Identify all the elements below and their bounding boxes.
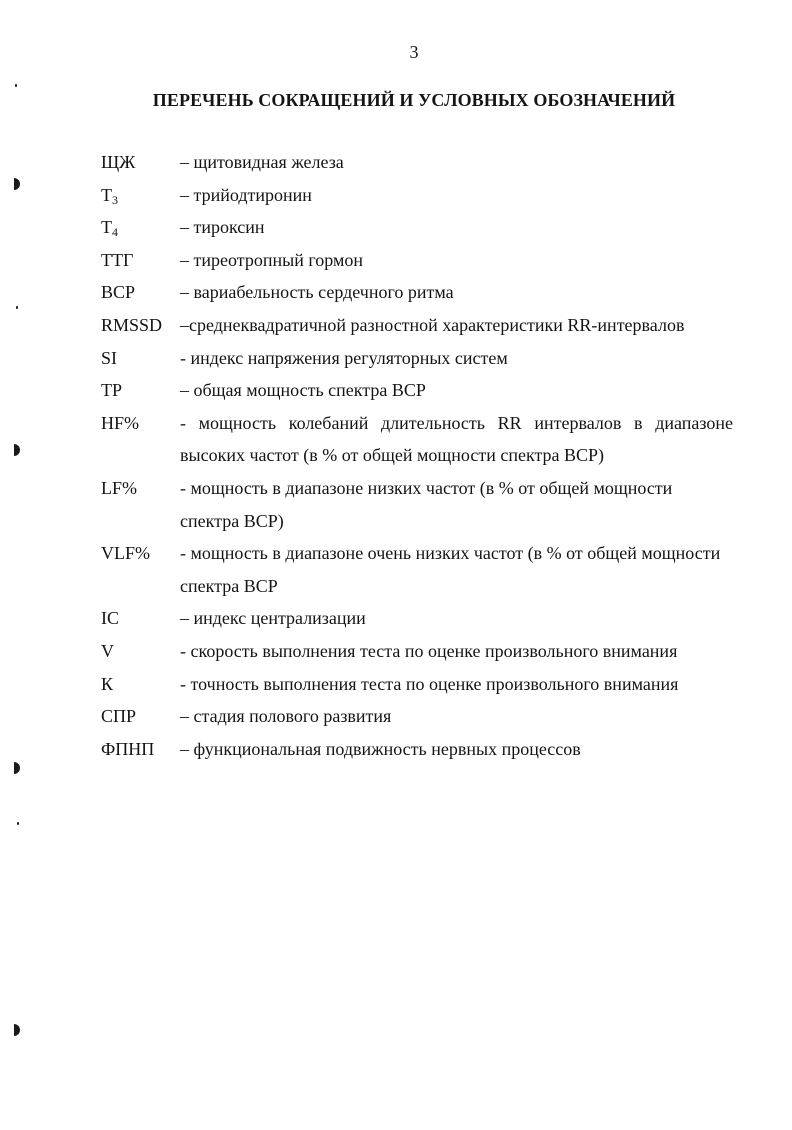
binding-hole-mark xyxy=(14,1024,20,1036)
abbreviation-term: SI xyxy=(101,347,118,368)
abbreviation-row xyxy=(101,537,733,602)
abbreviation-row xyxy=(101,635,733,668)
abbreviation-definition: – индекс централизации xyxy=(180,608,366,629)
abbreviation-term: IC xyxy=(101,608,119,629)
abbreviation-term-base: T xyxy=(101,184,112,205)
abbreviation-row xyxy=(101,309,733,342)
abbreviation-row xyxy=(101,700,733,733)
scan-speck xyxy=(16,306,18,309)
abbreviation-row xyxy=(101,733,733,766)
abbreviation-row xyxy=(101,407,733,472)
abbreviation-row xyxy=(101,276,733,309)
abbreviation-term-base: T xyxy=(101,217,112,238)
abbreviation-definition: – тироксин xyxy=(180,217,265,238)
abbreviation-list xyxy=(101,146,733,765)
binding-hole-mark xyxy=(14,762,20,774)
abbreviation-row xyxy=(101,146,733,179)
abbreviation-definition: – щитовидная железа xyxy=(180,152,344,172)
abbreviation-term: СПР xyxy=(101,706,137,727)
abbreviation-term-subscript: 4 xyxy=(112,225,118,240)
abbreviation-row xyxy=(101,602,733,635)
abbreviation-definition: – вариабельность сердечного ритма xyxy=(180,282,454,303)
binding-hole-mark xyxy=(14,178,20,190)
abbreviation-row xyxy=(101,179,733,212)
abbreviation-definition: - индекс напряжения регуляторных систем xyxy=(180,347,508,368)
page-title: ПЕРЕЧЕНЬ СОКРАЩЕНИЙ И УСЛОВНЫХ ОБОЗНАЧЕНИЙ xyxy=(152,90,676,110)
abbreviation-term: ЩЖ xyxy=(101,152,136,172)
abbreviation-term: HF% xyxy=(101,412,140,433)
abbreviation-definition: – трийодтиронин xyxy=(180,184,312,205)
abbreviation-term-subscript: 3 xyxy=(112,192,118,207)
abbreviation-row xyxy=(101,244,733,277)
abbreviation-term: V xyxy=(101,640,114,661)
abbreviation-definition: - точность выполнения теста по оценке произвольного внимания xyxy=(180,673,679,694)
abbreviation-row xyxy=(101,374,733,407)
scan-speck xyxy=(15,84,17,87)
abbreviation-definition: - мощность в диапазоне очень низких частот (в % от общей мощности спектра ВСР xyxy=(180,543,721,596)
abbreviation-term: ФПНП xyxy=(101,738,155,759)
abbreviation-term: ТТГ xyxy=(101,249,134,270)
abbreviation-row xyxy=(101,342,733,375)
abbreviation-definition: –среднеквадратичной разностной характеристики RR-интервалов xyxy=(180,314,685,335)
abbreviation-row xyxy=(101,211,733,244)
abbreviation-definition: - мощность колебаний длительность RR интервалов в диапазоне высоких частот (в % от общей мощности спектра ВСР) xyxy=(180,412,733,466)
abbreviation-definition: – тиреотропный гормон xyxy=(180,249,364,270)
abbreviation-term: RMSSD xyxy=(101,314,163,335)
abbreviation-term: LF% xyxy=(101,477,137,498)
abbreviation-term: TP xyxy=(101,380,123,401)
abbreviation-term xyxy=(101,179,118,212)
abbreviation-definition: – общая мощность спектра ВСР xyxy=(180,380,426,401)
abbreviation-term: К xyxy=(101,673,114,694)
abbreviation-definition: - скорость выполнения теста по оценке произвольного внимания xyxy=(180,640,678,661)
abbreviation-row xyxy=(101,668,733,701)
abbreviation-definition: - мощность в диапазоне низких частот (в % от общей мощности спектра ВСР) xyxy=(180,477,673,531)
binding-hole-mark xyxy=(14,444,20,456)
abbreviation-term: ВСР xyxy=(101,282,136,303)
abbreviation-row xyxy=(101,472,733,537)
scan-speck xyxy=(17,822,19,825)
page-number: 3 xyxy=(409,42,419,62)
abbreviation-term: VLF% xyxy=(101,543,150,564)
abbreviation-definition: – стадия полового развития xyxy=(180,706,392,727)
abbreviation-definition: – функциональная подвижность нервных процессов xyxy=(180,738,581,759)
abbreviation-term xyxy=(101,211,118,244)
